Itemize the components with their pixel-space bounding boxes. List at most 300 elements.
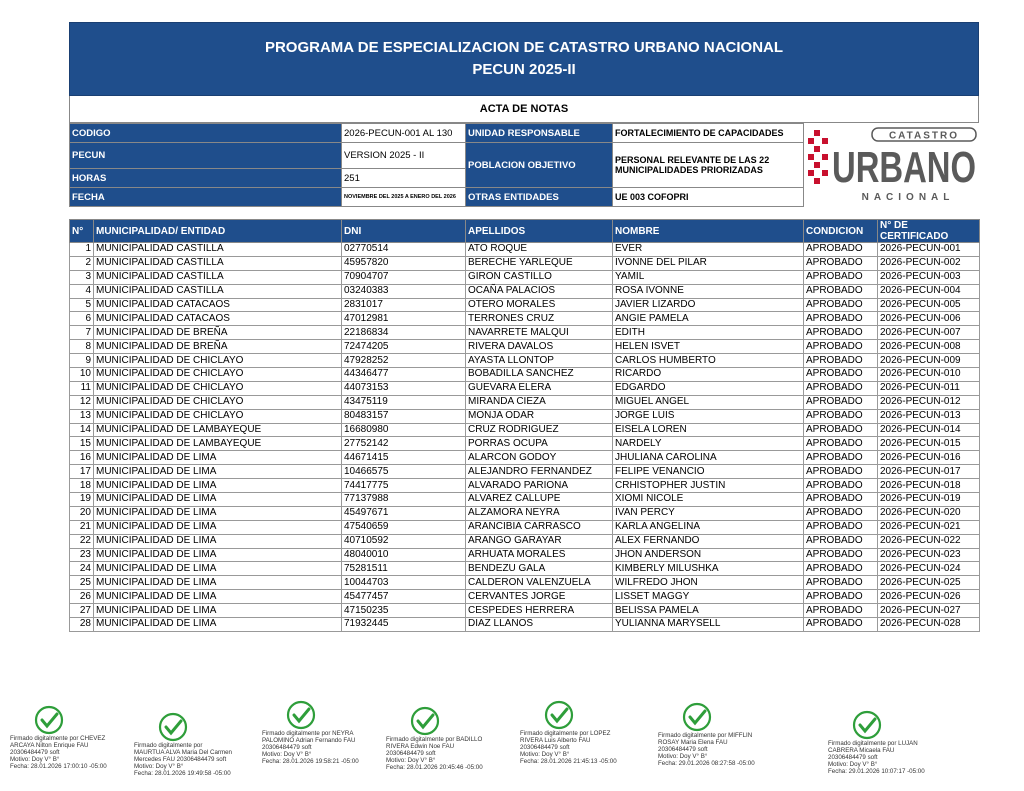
table-cell: APROBADO — [804, 354, 878, 368]
table-cell: 6 — [70, 312, 94, 326]
column-header: DNI — [342, 220, 466, 243]
table-cell: OTERO MORALES — [466, 298, 613, 312]
table-cell: BOBADILLA SANCHEZ — [466, 368, 613, 382]
digital-signature — [134, 712, 264, 777]
table-cell: RICARDO — [613, 368, 804, 382]
table-cell: CESPEDES HERRERA — [466, 604, 613, 618]
table-cell: 2026-PECUN-004 — [878, 284, 980, 298]
signature-line: Motivo: Doy V° B° — [134, 763, 184, 770]
table-cell: 2026-PECUN-012 — [878, 395, 980, 409]
unidad-value: FORTALECIMIENTO DE CAPACIDADES — [613, 124, 804, 143]
table-cell: MUNICIPALIDAD DE CHICLAYO — [94, 354, 342, 368]
table-cell: 17 — [70, 465, 94, 479]
digital-signature — [262, 700, 392, 765]
table-cell: 72474205 — [342, 340, 466, 354]
fecha-value: NOVIEMBRE DEL 2025 A ENERO DEL 2026 — [342, 188, 466, 207]
table-cell: CERVANTES JORGE — [466, 590, 613, 604]
signature-line: PALOMINO Adrian Fernando FAU — [262, 737, 356, 744]
table-row — [70, 465, 980, 479]
table-cell: 75281511 — [342, 562, 466, 576]
table-cell: NAVARRETE MALQUI — [466, 326, 613, 340]
table-cell: MUNICIPALIDAD DE LIMA — [94, 451, 342, 465]
table-cell: 2026-PECUN-014 — [878, 423, 980, 437]
table-cell: 11 — [70, 381, 94, 395]
program-edition: PECUN 2025-II — [472, 61, 576, 78]
table-cell: MUNICIPALIDAD CASTILLA — [94, 270, 342, 284]
table-cell: 24 — [70, 562, 94, 576]
table-cell: APROBADO — [804, 576, 878, 590]
table-cell: 71932445 — [342, 618, 466, 632]
table-cell: 47150235 — [342, 604, 466, 618]
table-row — [70, 298, 980, 312]
table-cell: CARLOS HUMBERTO — [613, 354, 804, 368]
table-cell: KIMBERLY MILUSHKA — [613, 562, 804, 576]
table-cell: APROBADO — [804, 562, 878, 576]
signature-line: RIVERA Luis Alberto FAU — [520, 737, 591, 744]
table-cell: AYASTA LLONTOP — [466, 354, 613, 368]
column-header: N° — [70, 220, 94, 243]
table-cell: 2026-PECUN-028 — [878, 618, 980, 632]
table-cell: 22186834 — [342, 326, 466, 340]
table-cell: 47928252 — [342, 354, 466, 368]
program-title: PROGRAMA DE ESPECIALIZACION DE CATASTRO URBANO NACIONAL — [264, 39, 784, 56]
digital-signature — [658, 702, 788, 767]
signature-line: Firmado digitalmente por LUJAN — [828, 740, 918, 747]
signature-line: Mercedes FAU 20306484479 soft — [134, 756, 227, 763]
poblacion-value: PERSONAL RELEVANTE DE LAS 22 MUNICIPALIDADES PRIORIZADAS — [613, 143, 804, 188]
table-cell: YULIANNA MARYSELL — [613, 618, 804, 632]
table-cell: MUNICIPALIDAD DE CHICLAYO — [94, 395, 342, 409]
table-cell: 10044703 — [342, 576, 466, 590]
table-row — [70, 284, 980, 298]
table-row — [70, 270, 980, 284]
table-cell: 2026-PECUN-006 — [878, 312, 980, 326]
table-cell: MUNICIPALIDAD DE LIMA — [94, 493, 342, 507]
table-cell: APROBADO — [804, 243, 878, 257]
logo-bottom-text: NACIONAL — [861, 191, 955, 203]
signature-line: 20306484479 soft — [828, 754, 878, 761]
table-cell: JORGE LUIS — [613, 409, 804, 423]
table-cell: ALZAMORA NEYRA — [466, 506, 613, 520]
column-header: NOMBRE — [613, 220, 804, 243]
table-cell: 13 — [70, 409, 94, 423]
table-row — [70, 381, 980, 395]
table-cell: 2026-PECUN-011 — [878, 381, 980, 395]
table-cell: 10466575 — [342, 465, 466, 479]
signature-line: Fecha: 28.01.2026 17:00:10 -05:00 — [10, 763, 107, 770]
column-header: CONDICION — [804, 220, 878, 243]
table-cell: APROBADO — [804, 534, 878, 548]
table-cell: 2026-PECUN-018 — [878, 479, 980, 493]
table-cell: 16680980 — [342, 423, 466, 437]
table-cell: APROBADO — [804, 548, 878, 562]
table-cell: FELIPE VENANCIO — [613, 465, 804, 479]
signature-line: ROSAY Maria Elena FAU — [658, 739, 728, 746]
table-cell: 48040010 — [342, 548, 466, 562]
table-row — [70, 590, 980, 604]
table-cell: 18 — [70, 479, 94, 493]
table-cell: WILFREDO JHON — [613, 576, 804, 590]
table-cell: 44671415 — [342, 451, 466, 465]
signature-line: 20306484479 soft — [520, 744, 570, 751]
table-cell: 22 — [70, 534, 94, 548]
column-header: APELLIDOS — [466, 220, 613, 243]
codigo-label: CODIGO — [70, 124, 342, 143]
table-cell: 2026-PECUN-010 — [878, 368, 980, 382]
table-cell: MUNICIPALIDAD CATACAOS — [94, 312, 342, 326]
table-cell: MUNICIPALIDAD DE LIMA — [94, 604, 342, 618]
table-cell: APROBADO — [804, 520, 878, 534]
table-cell: JHON ANDERSON — [613, 548, 804, 562]
table-cell: 80483157 — [342, 409, 466, 423]
table-cell: MUNICIPALIDAD DE LAMBAYEQUE — [94, 437, 342, 451]
table-cell: 44073153 — [342, 381, 466, 395]
table-cell: YAMIL — [613, 270, 804, 284]
table-cell: 2026-PECUN-019 — [878, 493, 980, 507]
table-cell: MUNICIPALIDAD DE LIMA — [94, 465, 342, 479]
table-cell: 3 — [70, 270, 94, 284]
signature-line: Fecha: 28.01.2026 21:45:13 -05:00 — [520, 758, 617, 765]
table-cell: IVAN PERCY — [613, 506, 804, 520]
table-cell: ANGIE PAMELA — [613, 312, 804, 326]
table-cell: APROBADO — [804, 493, 878, 507]
table-cell: ARANGO GARAYAR — [466, 534, 613, 548]
unidad-label: UNIDAD RESPONSABLE — [466, 124, 613, 143]
signature-line: Firmado digitalmente por BADILLO — [386, 736, 483, 743]
signature-line: Fecha: 28.01.2026 19:58:21 -05:00 — [262, 758, 359, 765]
table-cell: 77137988 — [342, 493, 466, 507]
table-cell: 14 — [70, 423, 94, 437]
digital-signature — [386, 706, 516, 771]
table-row — [70, 451, 980, 465]
table-cell: 2026-PECUN-022 — [878, 534, 980, 548]
table-cell: 45957820 — [342, 256, 466, 270]
table-cell: 9 — [70, 354, 94, 368]
table-row — [70, 548, 980, 562]
table-cell: JHULIANA CAROLINA — [613, 451, 804, 465]
table-cell: EISELA LOREN — [613, 423, 804, 437]
signature-check-icon — [852, 710, 882, 740]
signature-line: Firmado digitalmente por CHEVEZ — [10, 735, 106, 742]
table-cell: GUEVARA ELERA — [466, 381, 613, 395]
signature-check-icon — [158, 712, 188, 742]
signature-line: MAURTUA ALVA Maria Del Carmen — [134, 749, 232, 756]
table-cell: 2026-PECUN-007 — [878, 326, 980, 340]
signature-check-icon — [34, 705, 64, 735]
table-cell: 21 — [70, 520, 94, 534]
table-cell: OCAÑA PALACIOS — [466, 284, 613, 298]
table-cell: HELEN ISVET — [613, 340, 804, 354]
table-cell: JAVIER LIZARDO — [613, 298, 804, 312]
acta-title: ACTA DE NOTAS — [69, 96, 979, 123]
signature-line: Motivo: Doy V° B° — [828, 761, 878, 768]
table-cell: APROBADO — [804, 298, 878, 312]
table-cell: ROSA IVONNE — [613, 284, 804, 298]
table-cell: APROBADO — [804, 604, 878, 618]
table-cell: 5 — [70, 298, 94, 312]
table-cell: MUNICIPALIDAD DE LIMA — [94, 576, 342, 590]
table-cell: APROBADO — [804, 479, 878, 493]
table-cell: ATO ROQUE — [466, 243, 613, 257]
table-cell: LISSET MAGGY — [613, 590, 804, 604]
column-header: N° DE CERTIFICADO — [878, 220, 980, 243]
table-cell: EDGARDO — [613, 381, 804, 395]
table-row — [70, 520, 980, 534]
table-cell: PORRAS OCUPA — [466, 437, 613, 451]
table-cell: MIRANDA CIEZA — [466, 395, 613, 409]
table-row — [70, 618, 980, 632]
table-cell: 2026-PECUN-009 — [878, 354, 980, 368]
table-row — [70, 409, 980, 423]
logo-main-text: URBANO — [832, 142, 976, 192]
table-cell: MUNICIPALIDAD DE BREÑA — [94, 326, 342, 340]
table-cell: ALVAREZ CALLUPE — [466, 493, 613, 507]
table-cell: 25 — [70, 576, 94, 590]
table-cell: 19 — [70, 493, 94, 507]
info-table — [69, 123, 980, 207]
table-cell: 2026-PECUN-016 — [878, 451, 980, 465]
pecun-value: VERSION 2025 - II — [342, 143, 466, 169]
logo-cell — [804, 124, 980, 207]
table-cell: 2026-PECUN-017 — [878, 465, 980, 479]
signature-check-icon — [286, 700, 316, 730]
title-banner — [69, 22, 979, 96]
signature-check-icon — [410, 706, 440, 736]
table-cell: APROBADO — [804, 506, 878, 520]
table-cell: 02770514 — [342, 243, 466, 257]
table-cell: 2026-PECUN-015 — [878, 437, 980, 451]
table-cell: APROBADO — [804, 423, 878, 437]
table-cell: APROBADO — [804, 326, 878, 340]
table-row — [70, 256, 980, 270]
signature-line: CABRERA Micaela FAU — [828, 747, 895, 754]
table-cell: 2831017 — [342, 298, 466, 312]
table-cell: 2 — [70, 256, 94, 270]
signature-line: Firmado digitalmente por — [134, 742, 203, 749]
table-cell: 2026-PECUN-023 — [878, 548, 980, 562]
table-cell: MIGUEL ANGEL — [613, 395, 804, 409]
table-cell: MUNICIPALIDAD DE LIMA — [94, 590, 342, 604]
table-cell: 27 — [70, 604, 94, 618]
table-cell: RIVERA DAVALOS — [466, 340, 613, 354]
table-cell: ALEX FERNANDO — [613, 534, 804, 548]
table-cell: APROBADO — [804, 284, 878, 298]
table-cell: 16 — [70, 451, 94, 465]
spacer — [69, 207, 979, 219]
table-cell: 15 — [70, 437, 94, 451]
table-cell: MUNICIPALIDAD CATACAOS — [94, 298, 342, 312]
table-row — [70, 562, 980, 576]
horas-value: 251 — [342, 169, 466, 188]
table-cell: GIRON CASTILLO — [466, 270, 613, 284]
table-cell: 26 — [70, 590, 94, 604]
signature-line: Motivo: Doy V° B° — [520, 751, 570, 758]
signature-line: Firmado digitalmente por NEYRA — [262, 730, 354, 737]
table-cell: 2026-PECUN-021 — [878, 520, 980, 534]
document-sheet — [69, 22, 979, 632]
table-cell: MUNICIPALIDAD DE LIMA — [94, 534, 342, 548]
table-cell: 44346477 — [342, 368, 466, 382]
table-cell: 4 — [70, 284, 94, 298]
table-cell: BERECHE YARLEQUE — [466, 256, 613, 270]
otras-label: OTRAS ENTIDADES — [466, 188, 613, 207]
signature-line: ARCAYA Nilton Enrique FAU — [10, 742, 89, 749]
table-cell: 27752142 — [342, 437, 466, 451]
table-row — [70, 354, 980, 368]
table-cell: NARDELY — [613, 437, 804, 451]
signature-line: 20306484479 soft — [386, 750, 436, 757]
table-cell: 45477457 — [342, 590, 466, 604]
table-cell: TERRONES CRUZ — [466, 312, 613, 326]
table-cell: 2026-PECUN-024 — [878, 562, 980, 576]
table-cell: 2026-PECUN-027 — [878, 604, 980, 618]
table-cell: 2026-PECUN-008 — [878, 340, 980, 354]
table-cell: EVER — [613, 243, 804, 257]
table-cell: 2026-PECUN-001 — [878, 243, 980, 257]
table-cell: 2026-PECUN-005 — [878, 298, 980, 312]
table-cell: APROBADO — [804, 590, 878, 604]
table-cell: DIAZ LLANOS — [466, 618, 613, 632]
table-cell: 47540659 — [342, 520, 466, 534]
table-cell: 40710592 — [342, 534, 466, 548]
table-cell: ALEJANDRO FERNANDEZ — [466, 465, 613, 479]
table-cell: MUNICIPALIDAD DE CHICLAYO — [94, 409, 342, 423]
table-cell: 2026-PECUN-003 — [878, 270, 980, 284]
table-cell: 2026-PECUN-002 — [878, 256, 980, 270]
table-cell: MUNICIPALIDAD CASTILLA — [94, 256, 342, 270]
signature-check-icon — [682, 702, 712, 732]
fecha-label: FECHA — [70, 188, 342, 207]
table-cell: 74417775 — [342, 479, 466, 493]
table-cell: 20 — [70, 506, 94, 520]
table-cell: 2026-PECUN-020 — [878, 506, 980, 520]
table-row — [70, 326, 980, 340]
table-cell: EDITH — [613, 326, 804, 340]
table-cell: APROBADO — [804, 465, 878, 479]
table-cell: IVONNE DEL PILAR — [613, 256, 804, 270]
table-cell: KARLA ANGELINA — [613, 520, 804, 534]
table-cell: 03240383 — [342, 284, 466, 298]
signature-line: Fecha: 29.01.2026 10:07:17 -05:00 — [828, 768, 925, 775]
logo-top-text: CATASTRO — [888, 130, 960, 141]
table-row — [70, 312, 980, 326]
signature-line: Firmado digitalmente por MIFFLIN — [658, 732, 753, 739]
signature-line: 20306484479 soft — [262, 744, 312, 751]
table-cell: ARANCIBIA CARRASCO — [466, 520, 613, 534]
table-cell: MUNICIPALIDAD CASTILLA — [94, 243, 342, 257]
signature-line: Fecha: 28.01.2026 20:45:46 -05:00 — [386, 764, 483, 771]
table-cell: APROBADO — [804, 270, 878, 284]
table-cell: APROBADO — [804, 451, 878, 465]
table-cell: APROBADO — [804, 395, 878, 409]
table-cell: APROBADO — [804, 437, 878, 451]
table-cell: 12 — [70, 395, 94, 409]
table-cell: APROBADO — [804, 256, 878, 270]
table-cell: MUNICIPALIDAD DE CHICLAYO — [94, 368, 342, 382]
table-row — [70, 423, 980, 437]
signature-line: 20306484479 soft — [658, 746, 708, 753]
table-cell: 2026-PECUN-013 — [878, 409, 980, 423]
otras-value: UE 003 COFOPRI — [613, 188, 804, 207]
table-cell: CRHISTOPHER JUSTIN — [613, 479, 804, 493]
signature-line: Firmado digitalmente por LOPEZ — [520, 730, 611, 737]
table-cell: ALARCON GODOY — [466, 451, 613, 465]
table-row — [70, 437, 980, 451]
table-cell: 23 — [70, 548, 94, 562]
table-row — [70, 395, 980, 409]
signature-check-icon — [544, 700, 574, 730]
table-cell: APROBADO — [804, 340, 878, 354]
table-cell: MUNICIPALIDAD DE BREÑA — [94, 340, 342, 354]
table-cell: 47012981 — [342, 312, 466, 326]
table-cell: 8 — [70, 340, 94, 354]
table-cell: MUNICIPALIDAD DE LIMA — [94, 618, 342, 632]
signature-line: Motivo: Doy V° B° — [10, 756, 60, 763]
table-cell: 45497671 — [342, 506, 466, 520]
table-cell: MONJA ODAR — [466, 409, 613, 423]
catastro-urbano-logo — [804, 124, 980, 204]
signature-line: Motivo: Doy V° B° — [386, 757, 436, 764]
table-row — [70, 340, 980, 354]
poblacion-label: POBLACION OBJETIVO — [466, 143, 613, 188]
table-cell: 1 — [70, 243, 94, 257]
table-cell: 2026-PECUN-026 — [878, 590, 980, 604]
table-cell: APROBADO — [804, 409, 878, 423]
table-cell: ARHUATA MORALES — [466, 548, 613, 562]
table-cell: ALVARADO PARIONA — [466, 479, 613, 493]
digital-signature — [520, 700, 650, 765]
column-header: MUNICIPALIDAD/ ENTIDAD — [94, 220, 342, 243]
table-row — [70, 534, 980, 548]
signature-line: Fecha: 28.01.2026 19:49:58 -05:00 — [134, 770, 231, 777]
table-cell: CALDERON VALENZUELA — [466, 576, 613, 590]
signature-line: RIVERA Edwin Noe FAU — [386, 743, 455, 750]
table-cell: MUNICIPALIDAD DE CHICLAYO — [94, 381, 342, 395]
table-cell: APROBADO — [804, 312, 878, 326]
table-body — [70, 243, 980, 632]
table-cell: BENDEZU GALA — [466, 562, 613, 576]
table-cell: 43475119 — [342, 395, 466, 409]
table-row — [70, 243, 980, 257]
table-cell: 7 — [70, 326, 94, 340]
table-row — [70, 479, 980, 493]
table-cell: 2026-PECUN-025 — [878, 576, 980, 590]
pecun-label: PECUN — [70, 143, 342, 169]
table-cell: 10 — [70, 368, 94, 382]
table-cell: MUNICIPALIDAD CASTILLA — [94, 284, 342, 298]
table-row — [70, 506, 980, 520]
signature-line: Motivo: Doy V° B° — [262, 751, 312, 758]
table-cell: MUNICIPALIDAD DE LIMA — [94, 479, 342, 493]
table-cell: MUNICIPALIDAD DE LAMBAYEQUE — [94, 423, 342, 437]
table-header-row — [70, 220, 980, 243]
horas-label: HORAS — [70, 169, 342, 188]
table-cell: APROBADO — [804, 381, 878, 395]
table-cell: 70904707 — [342, 270, 466, 284]
table-cell: BELISSA PAMELA — [613, 604, 804, 618]
codigo-value: 2026-PECUN-001 AL 130 — [342, 124, 466, 143]
table-cell: XIOMI NICOLE — [613, 493, 804, 507]
digital-signature — [828, 710, 958, 775]
table-cell: MUNICIPALIDAD DE LIMA — [94, 548, 342, 562]
table-cell: CRUZ RODRIGUEZ — [466, 423, 613, 437]
table-row — [70, 576, 980, 590]
signature-line: Motivo: Doy V° B° — [658, 753, 708, 760]
table-cell: APROBADO — [804, 368, 878, 382]
signature-line: 20306484479 soft — [10, 749, 60, 756]
table-cell: MUNICIPALIDAD DE LIMA — [94, 520, 342, 534]
table-cell: APROBADO — [804, 618, 878, 632]
